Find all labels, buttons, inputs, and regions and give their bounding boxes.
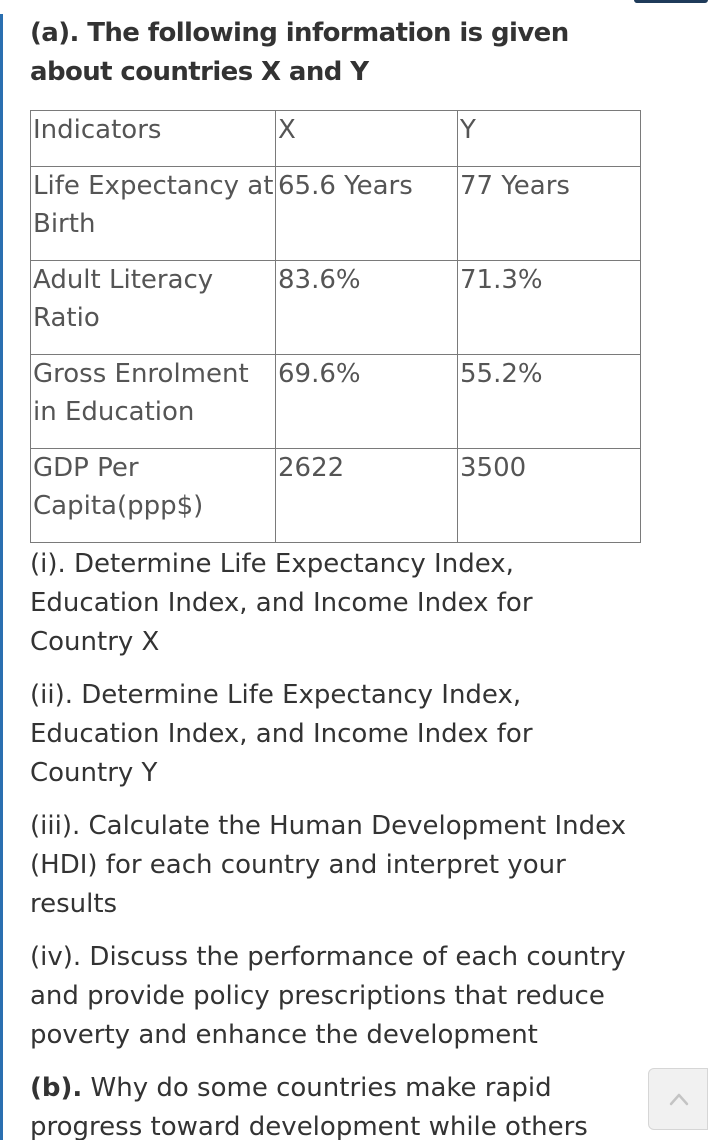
top-tab-indicator — [634, 0, 708, 3]
table-cell: 83.6% — [276, 261, 458, 355]
table-cell: Gross Enrolment in Education — [31, 355, 276, 449]
table-row — [31, 449, 641, 543]
table-row — [31, 167, 641, 261]
question-content — [30, 14, 640, 1140]
table-cell: 55.2% — [458, 355, 641, 449]
table-cell: Adult Literacy Ratio — [31, 261, 276, 355]
question-b — [30, 1069, 640, 1140]
table-cell: 3500 — [458, 449, 641, 543]
indicators-table — [30, 110, 641, 543]
table-cell: 69.6% — [276, 355, 458, 449]
scroll-to-top-button[interactable] — [648, 1068, 708, 1130]
table-header-row — [31, 111, 641, 167]
question-i: (i). Determine Life Expectancy Index, Education Index, and Income Index for Country X — [30, 549, 533, 657]
table-header-cell: X — [276, 111, 458, 167]
table-header-cell: Y — [458, 111, 641, 167]
table-row — [31, 261, 641, 355]
question-iii: (iii). Calculate the Human Development Index (HDI) for each country and interpret your results — [30, 811, 627, 919]
table-cell: Life Expectancy at Birth — [31, 167, 276, 261]
question-ii: (ii). Determine Life Expectancy Index, Education Index, and Income Index for Country Y — [30, 680, 533, 788]
table-cell: 77 Years — [458, 167, 641, 261]
table-cell: 65.6 Years — [276, 167, 458, 261]
question-b-label: (b). — [30, 1073, 83, 1103]
left-accent-rule — [0, 14, 3, 1140]
table-row — [31, 355, 641, 449]
question-b-text: Why do some countries make rapid progress toward development while others — [30, 1073, 588, 1140]
chevron-up-icon — [669, 1092, 689, 1106]
table-header-cell: Indicators — [31, 111, 276, 167]
question-heading: (a). The following information is given about countries X and Y — [30, 18, 569, 87]
question-iv: (iv). Discuss the performance of each country and provide policy prescriptions that reduce poverty and enhance the development — [30, 942, 626, 1050]
table-cell: GDP Per Capita(ppp$) — [31, 449, 276, 543]
table-cell: 2622 — [276, 449, 458, 543]
table-cell: 71.3% — [458, 261, 641, 355]
